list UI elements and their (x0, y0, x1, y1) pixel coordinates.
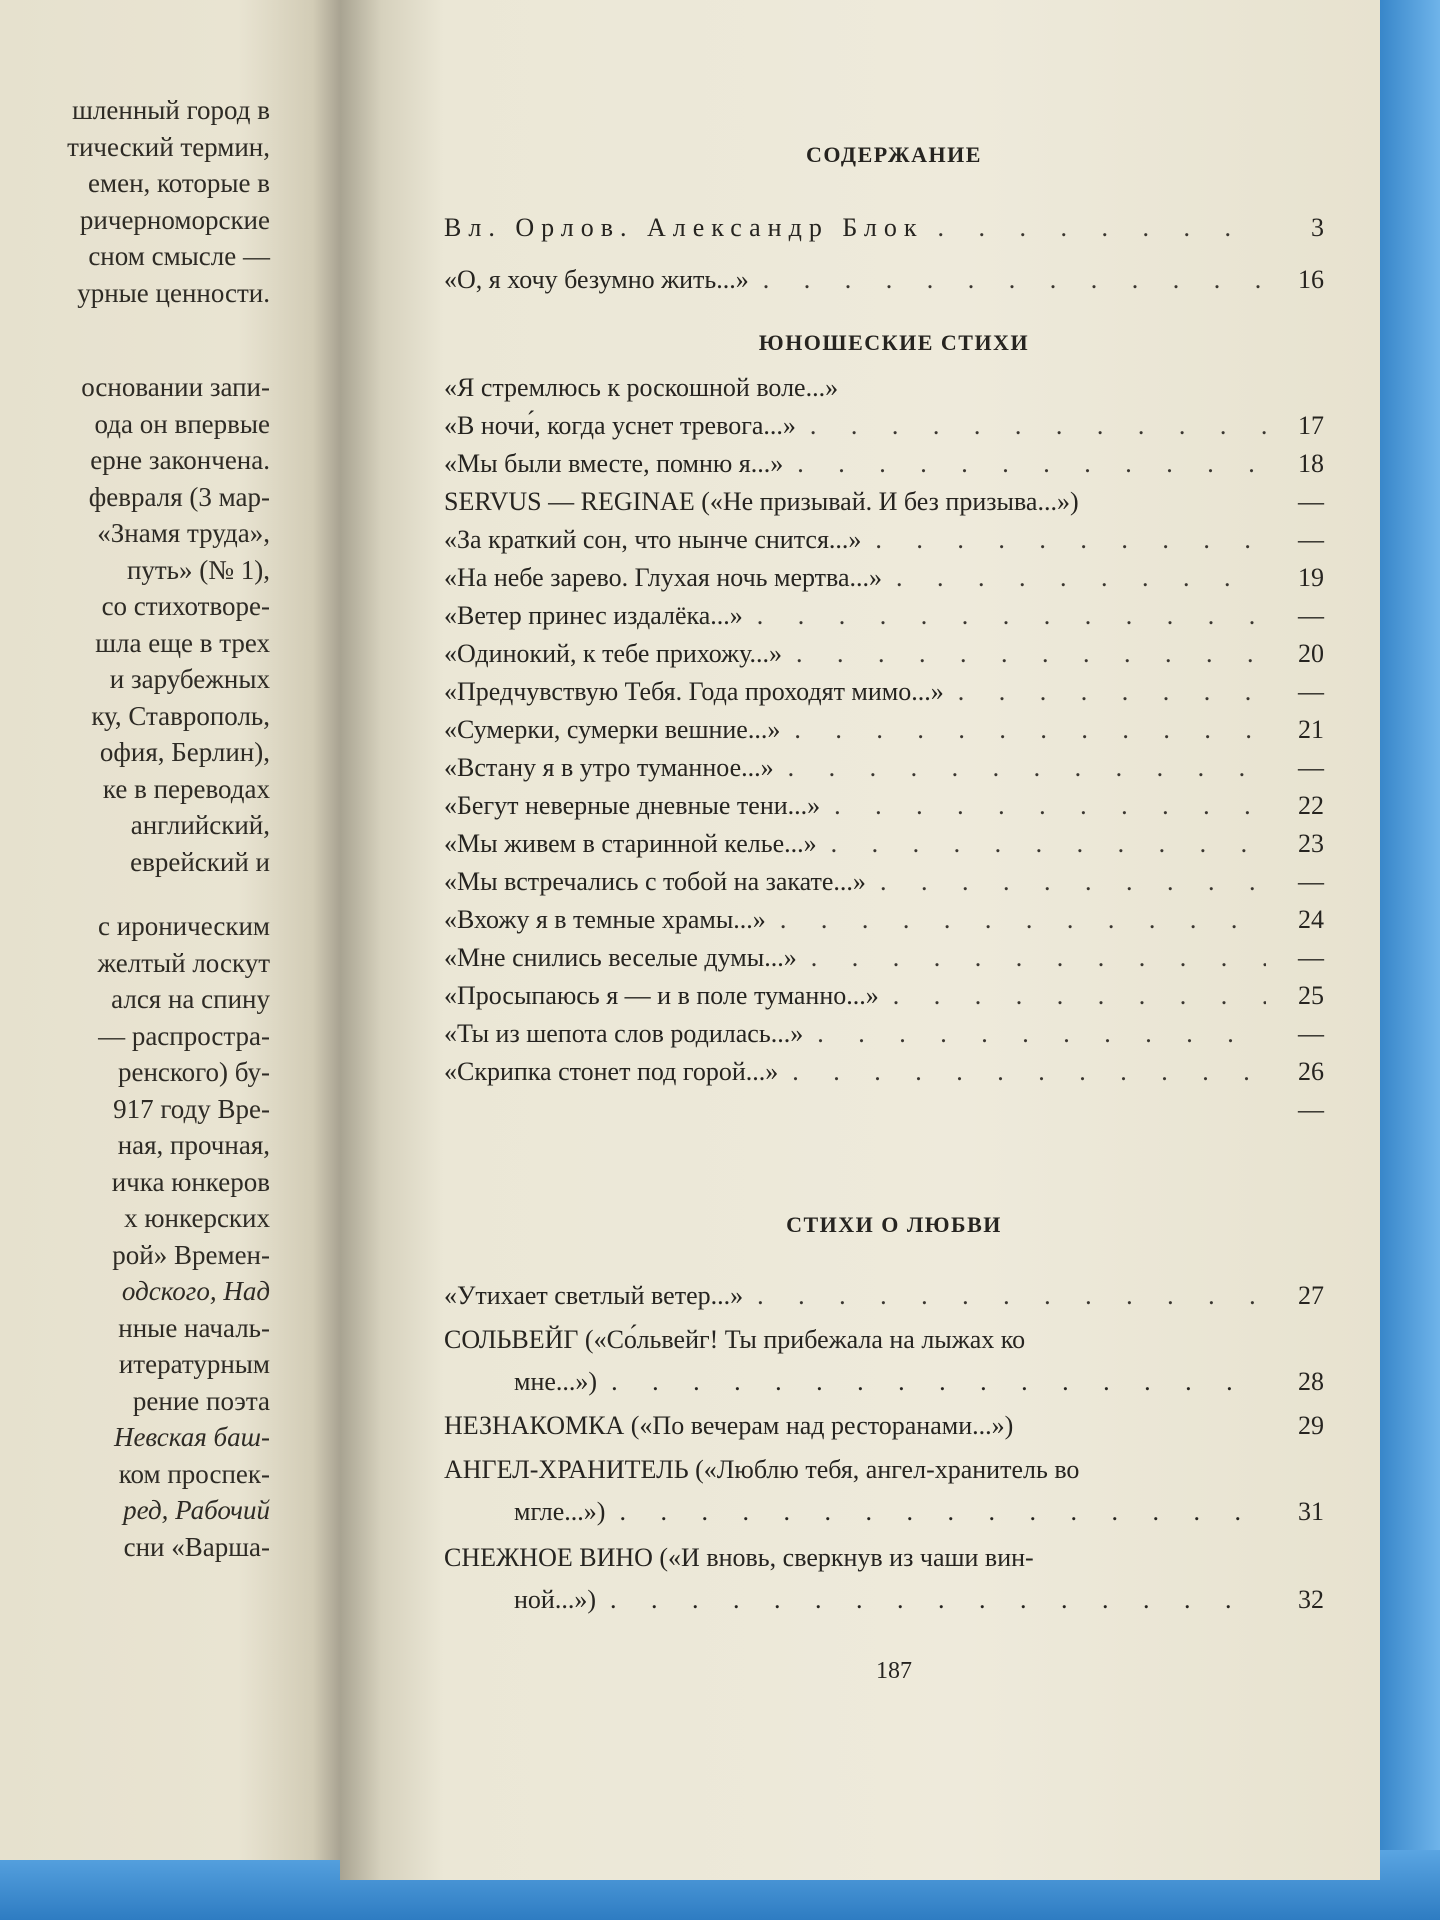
toc-entry (444, 788, 1324, 824)
toc-entry-title: «О, я хочу безумно жить...» (444, 265, 749, 294)
leader-dots (893, 978, 1266, 1014)
left-line: февраля (3 мар- (88, 481, 270, 512)
left-line: офия, Берлин), (99, 737, 270, 767)
leader-dots (757, 598, 1266, 634)
toc-entry-page: 27 (1298, 1281, 1324, 1310)
toc-entry (444, 484, 1324, 520)
leader-dots (788, 750, 1266, 786)
toc-entry-page: 28 (1298, 1367, 1324, 1396)
left-line: ода он впервые (94, 408, 270, 439)
left-line: желтый лоскут (97, 947, 270, 978)
toc-entry (444, 1540, 1324, 1576)
toc-entry (444, 1452, 1324, 1488)
toc-entry-title: АНГЕЛ-ХРАНИТЕЛЬ («Люблю тебя, ангел-хранитель во (444, 1455, 1080, 1484)
toc-entry (444, 978, 1324, 1014)
toc-entry-title: СОЛЬВЕЙГ («Со́львейг! Ты прибежала на лыжах ко (444, 1325, 1026, 1354)
toc-entry (444, 674, 1324, 710)
toc-entry (444, 636, 1324, 672)
toc-entry-title: «Сумерки, сумерки вешние...» (444, 715, 781, 744)
toc-entry-page: 25 (1298, 981, 1324, 1010)
section-heading: ЮНОШЕСКИЕ СТИХИ (758, 330, 1030, 355)
toc-entry (444, 1278, 1324, 1314)
toc-entry-page: 19 (1298, 563, 1324, 592)
leader-dots (896, 560, 1266, 596)
toc-entry-title: «Мы были вместе, помню я...» (444, 449, 784, 478)
toc-entry-page: 22 (1298, 791, 1324, 820)
left-line: ричерноморские (79, 204, 270, 235)
toc-entry-title: «Мы живем в старинной келье...» (444, 829, 817, 858)
toc-entry-page: 29 (1298, 1411, 1324, 1440)
leader-dots (811, 940, 1266, 976)
toc-entry-continuation (444, 1494, 1324, 1530)
toc-entry (444, 712, 1324, 748)
left-line: шленный город в (72, 95, 270, 125)
toc-entry-page: 21 (1298, 715, 1324, 744)
leader-dots (817, 1016, 1266, 1052)
toc-entry (444, 750, 1324, 786)
leader-dots (797, 446, 1266, 482)
toc-entry-title: «Ветер принес издалёка...» (444, 601, 743, 630)
left-line: с ироническим (98, 911, 270, 941)
contents-heading: СОДЕРЖАНИЕ (806, 142, 982, 167)
right-page (340, 0, 1380, 1880)
toc-entry (444, 864, 1324, 900)
toc-entry-page: 31 (1298, 1497, 1324, 1526)
toc-entry-title: «Просыпаюсь я — и в поле туманно...» (444, 981, 879, 1010)
leader-dots (875, 522, 1266, 558)
left-line: ичка юнкеров (111, 1166, 270, 1197)
leader-dots (958, 674, 1266, 710)
toc-entry (444, 408, 1324, 444)
toc-entry-cont: ной...») (514, 1585, 596, 1614)
left-line: основании запи- (81, 372, 270, 402)
toc-entry-page: 23 (1298, 829, 1324, 858)
leader-dots (880, 864, 1266, 900)
toc-entry-title: «Одинокий, к тебе прихожу...» (444, 639, 782, 668)
toc-entry-page: — (1298, 943, 1324, 972)
toc-entry-page: — (1298, 525, 1324, 554)
toc-entry-page: 17 (1298, 411, 1324, 440)
toc-entry-page: — (1298, 753, 1324, 782)
toc-entry-title: «Встану я в утро туманное...» (444, 753, 774, 782)
toc-entry-title: НЕЗНАКОМКА («По вечерам над ресторанами...») (444, 1411, 1014, 1440)
toc-entry (444, 826, 1324, 862)
leader-dots (757, 1278, 1266, 1314)
page-number: 187 (876, 1658, 912, 1684)
leader-dots (831, 826, 1266, 862)
left-line: итературным (118, 1349, 270, 1379)
toc-entry-title: «Предчувствую Тебя. Года проходят мимо...» (444, 677, 944, 706)
left-line: путь» (№ 1), (126, 554, 270, 585)
toc-entry (444, 370, 1324, 406)
left-line: сни «Варша- (123, 1531, 270, 1562)
toc-entry-title: «Бегут неверные дневные тени...» (444, 791, 821, 820)
toc-entry (444, 902, 1324, 938)
left-line: английский, (130, 810, 270, 840)
left-line: ренского) бу- (117, 1057, 270, 1087)
left-line: х юнкерских (124, 1203, 270, 1233)
left-line: рой» Времен- (112, 1239, 270, 1270)
toc-entry-title: «Мне снились веселые думы...» (444, 943, 797, 972)
toc-entry (444, 598, 1324, 634)
toc-entry-page: — (1298, 1019, 1324, 1048)
leader-dots (610, 1582, 1266, 1618)
left-line: ку, Ставрополь, (91, 700, 270, 731)
toc-entry-title: «Утихает светлый ветер...» (444, 1281, 744, 1310)
leader-dots (763, 262, 1266, 298)
leader-dots (611, 1364, 1266, 1400)
left-line: тический термин, (67, 131, 270, 162)
left-line: со стихотворе- (101, 591, 270, 621)
toc-entry-title: Вл. Орлов. Александр Блок (444, 213, 924, 242)
left-line: рение поэта (132, 1385, 270, 1416)
left-line: 917 году Вре- (113, 1093, 270, 1124)
toc-entry (444, 1322, 1324, 1358)
left-line: Невская баш- (113, 1422, 270, 1452)
left-line: ред, Рабочий (123, 1495, 270, 1525)
leader-dots (810, 408, 1266, 444)
left-line: урные ценности. (77, 277, 270, 308)
leader-dots (938, 210, 1266, 246)
left-line: и зарубежных (109, 664, 270, 694)
toc-entry-title: «Мы встречались с тобой на закате...» (444, 867, 866, 896)
toc-entry (444, 210, 1324, 246)
toc-entry-continuation (444, 1582, 1324, 1618)
left-line: сном смысле — (88, 241, 270, 271)
toc-entry-title: «Скрипка стонет под горой...» (444, 1057, 779, 1086)
toc-entry-cont: мне...») (514, 1367, 598, 1396)
toc-entry-page: 32 (1298, 1585, 1324, 1614)
toc-entry-page: 20 (1298, 639, 1324, 668)
leader-dots (619, 1494, 1266, 1530)
left-page-text (67, 92, 270, 1565)
left-line: ался на спину (111, 984, 270, 1014)
toc-entry-cont: мгле...») (514, 1497, 606, 1526)
leader-dots (834, 788, 1266, 824)
section-heading: СТИХИ О ЛЮБВИ (786, 1212, 1002, 1237)
toc-entry-page: — (1298, 487, 1324, 516)
toc-entry-page: 16 (1298, 265, 1324, 294)
toc-entry-title: «Ты из шепота слов родилась...» (444, 1019, 804, 1048)
toc-entry-page: 26 (1298, 1057, 1324, 1086)
toc-entry (444, 560, 1324, 596)
toc-entry-title: SERVUS — REGINAE («Не призывай. И без призыва...») (444, 487, 1079, 516)
leader-dots (792, 1054, 1266, 1090)
left-line: ке в переводах (102, 773, 270, 804)
toc-entry-page: 18 (1298, 449, 1324, 478)
leader-dots (796, 636, 1266, 672)
left-line: ная, прочная, (117, 1130, 270, 1160)
left-line: нные началь- (118, 1312, 270, 1343)
toc-entry (444, 522, 1324, 558)
toc-entry (444, 446, 1324, 482)
book-cover-edge (1370, 0, 1440, 1920)
toc-entry-page: — (1298, 677, 1324, 706)
toc-entry (444, 1054, 1324, 1090)
toc-entry (444, 940, 1324, 976)
toc-entry-page: 3 (1311, 213, 1324, 242)
left-line: еврейский и (130, 846, 270, 877)
toc-entry-title: «Вхожу я в темные храмы...» (444, 905, 766, 934)
toc-entry-page: — (1298, 601, 1324, 630)
left-page (0, 0, 340, 1860)
toc-entry-title: «Я стремлюсь к роскошной воле...» (444, 373, 839, 402)
left-line: шла еще в трех (95, 627, 270, 658)
toc-entry-page: — (1298, 867, 1324, 896)
toc-entry-title: «За краткий сон, что нынче снится...» (444, 525, 862, 554)
leader-dots (794, 712, 1266, 748)
toc-entry-page: 24 (1298, 905, 1324, 934)
left-line: одского, Над (121, 1276, 270, 1306)
left-line: емен, которые в (88, 168, 270, 198)
toc-entry-title: «В ночи́, когда уснет тревога...» (444, 411, 796, 440)
left-line: ком проспек- (118, 1458, 270, 1489)
left-line: ерне закончена. (90, 445, 270, 475)
toc-entry-title: «На небе зарево. Глухая ночь мертва...» (444, 563, 883, 592)
toc-entry (444, 262, 1324, 298)
left-line: «Знамя труда», (97, 518, 270, 548)
left-line: — распростра- (98, 1020, 270, 1051)
toc-entry-continuation (444, 1364, 1324, 1400)
toc-entry (444, 1092, 1324, 1128)
toc-entry (444, 1408, 1324, 1444)
toc-entry-page: — (1298, 1095, 1324, 1124)
toc-entry (444, 1016, 1324, 1052)
leader-dots (780, 902, 1266, 938)
toc-entry-title: СНЕЖНОЕ ВИНО («И вновь, сверкнув из чаши вин- (444, 1543, 1034, 1572)
